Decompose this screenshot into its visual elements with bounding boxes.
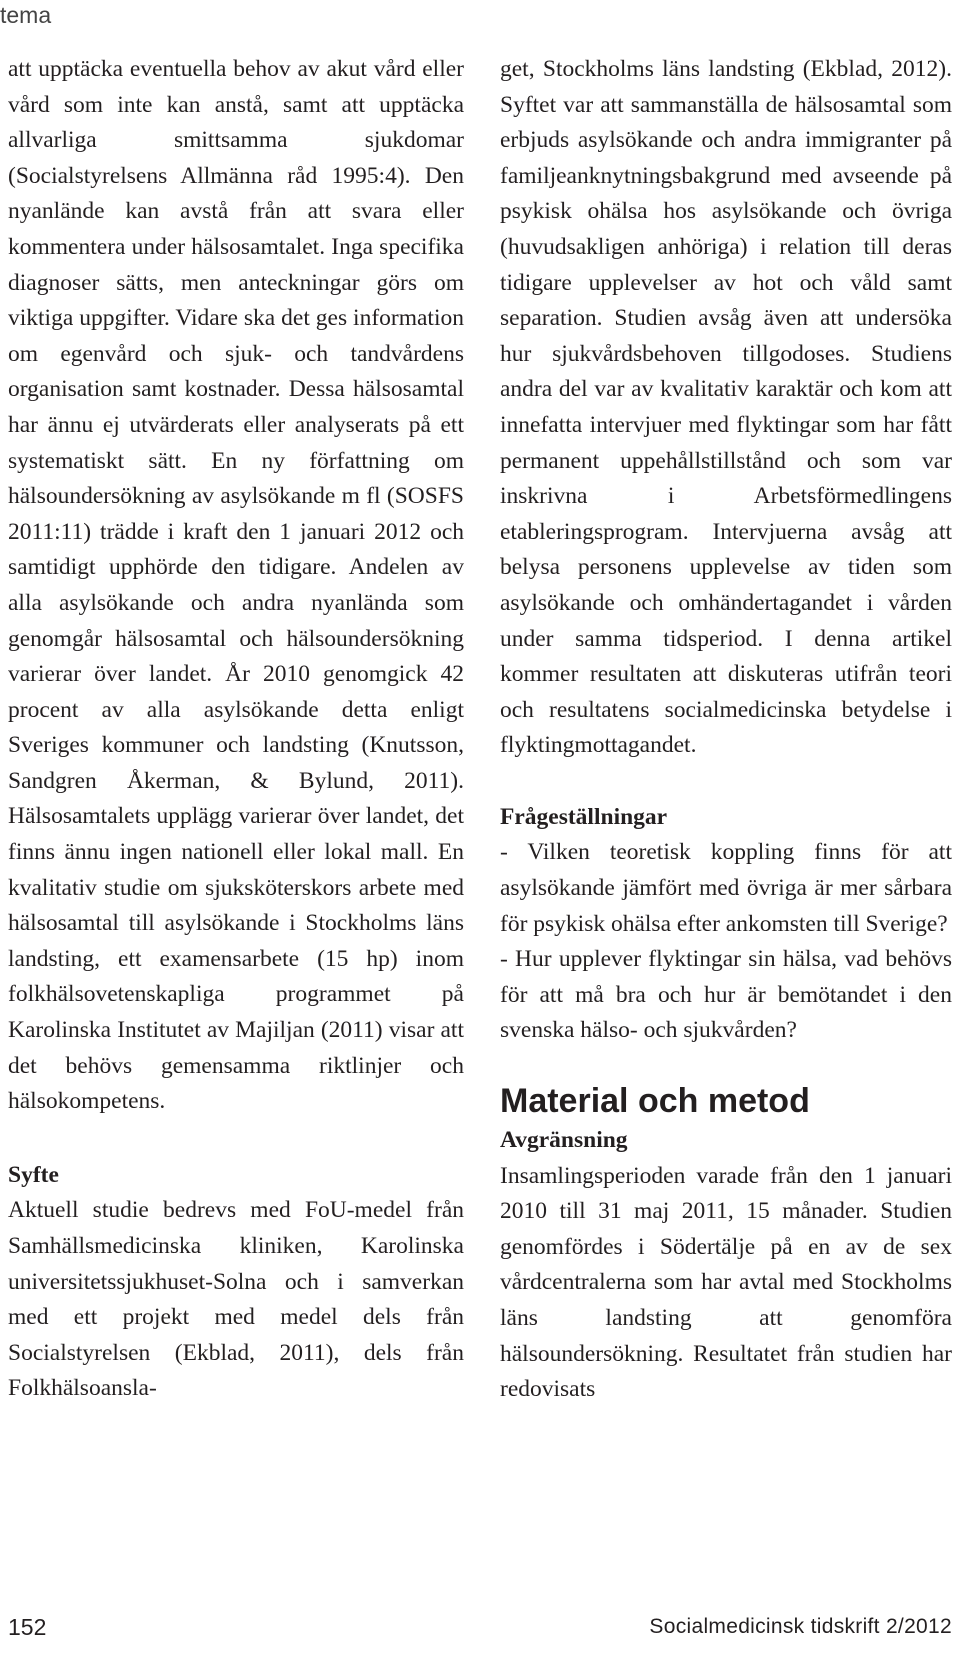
left-column bbox=[8, 52, 464, 1407]
avgransning-heading: Avgränsning bbox=[500, 1127, 628, 1154]
material-och-metod-heading: Material och metod bbox=[500, 1082, 810, 1121]
question-item: - Hur upplever flyktingar sin hälsa, vad behövs för att må bra och hur är bemötandet i den svenska hälso- och sjukvården? bbox=[500, 946, 952, 1044]
journal-footer: Socialmedicinsk tidskrift 2/2012 bbox=[649, 1615, 952, 1638]
body-paragraph: att upptäcka eventuella behov av akut vård eller vård som inte kan anstå, samt att upptäcka allvarliga smittsamma sjukdomar (Socialstyrelsens Allmänna råd 1995:4). Den nyanlände kan avstå från att svara eller kommentera under hälsosamtalet. Inga specifika diagnoser sätts, men anteckningar görs om viktiga uppgifter. Vidare ska det ges information om egenvård och sjuk- och tandvårdens organisation samt kostnader. Dessa hälsosamtal har ännu ej utvärderats eller analyserats på ett systematiskt sätt. En ny författning om hälsoundersökning av asylsökande m fl (SOSFS 2011:11) trädde i kraft den 1 januari 2012 och samtidigt upphörde den tidigare. Andelen av alla asylsökande och andra nyanlända som genomgår hälsosamtal och hälsoundersökning varierar över landet. År 2010 genomgick 42 procent av alla asylsökande detta enligt Sveriges kommuner och landsting (Knutsson, Sandgren Åkerman, & Bylund, 2011). Hälsosamtalets upplägg varierar över landet, det finns ännu ingen nationell eller lokal mall. En kvalitativ studie om sjuksköterskors arbete med hälsosamtal till asylsökande i Stockholms läns landsting, ett examensarbete (15 hp) inom folkhälsovetenskapliga programmet på Karolinska Institutet av Majiljan (2011) visar att det behövs gemensamma riktlinjer och hälsokompetens. bbox=[8, 56, 464, 1115]
spacer bbox=[500, 1049, 952, 1079]
syfte-paragraph: Aktuell studie bedrevs med FoU-medel från Samhällsmedicinska kliniken, Karolinska universitetssjukhuset-Solna och i samverkan med ett projekt med medel dels från Socialstyrelsen (Ekblad, 2011), dels från Folkhälsoansla- bbox=[8, 1197, 464, 1402]
question-item: - Vilken teoretisk koppling finns för att asylsökande jämfört med övriga är mer sårbara för psykisk ohälsa efter ankomsten till Sverige? bbox=[500, 839, 952, 937]
fragestallningar-heading: Frågeställningar bbox=[500, 803, 668, 830]
spacer bbox=[500, 764, 952, 800]
right-column bbox=[500, 52, 952, 1408]
page-number: 152 bbox=[8, 1614, 47, 1640]
section-tag: tema bbox=[0, 2, 52, 28]
spacer bbox=[8, 1120, 464, 1158]
body-paragraph: get, Stockholms läns landsting (Ekblad, 2012). Syftet var att sammanställa de hälsosamtal som erbjuds asylsökande och andra immigranter på familjeanknytningsbakgrund med avseende på psykisk ohälsa hos asylsökande och övriga (huvudsakligen anhöriga) i relation till deras tidigare upplevelser av hot och våld samt separation. Studien avsåg även att undersöka hur sjukvårdsbehoven tillgodoses. Studiens andra del var av kvalitativ karaktär och kom att innefatta intervjuer med flyktingar som har fått permanent uppehållstillstånd och som var inskrivna i Arbetsförmedlingens etableringsprogram. Intervjuerna avsåg att belysa personens upplevelse av tiden som asylsökande och omhändertagandet i vården under samma tidsperiod. I denna artikel kommer resultaten att diskuteras utifrån teori och resultatens socialmedicinska betydelse i flyktingmottagandet. bbox=[500, 56, 952, 759]
syfte-heading: Syfte bbox=[8, 1161, 59, 1188]
avgransning-paragraph: Insamlingsperioden varade från den 1 januari 2010 till 31 maj 2011, 15 månader. Studien genomfördes i Södertälje på en av de sex vårdcentralerna som har avtal med Stockholms läns landsting att genomföra hälsoundersökning. Resultatet från studien har redovisats bbox=[500, 1162, 952, 1403]
